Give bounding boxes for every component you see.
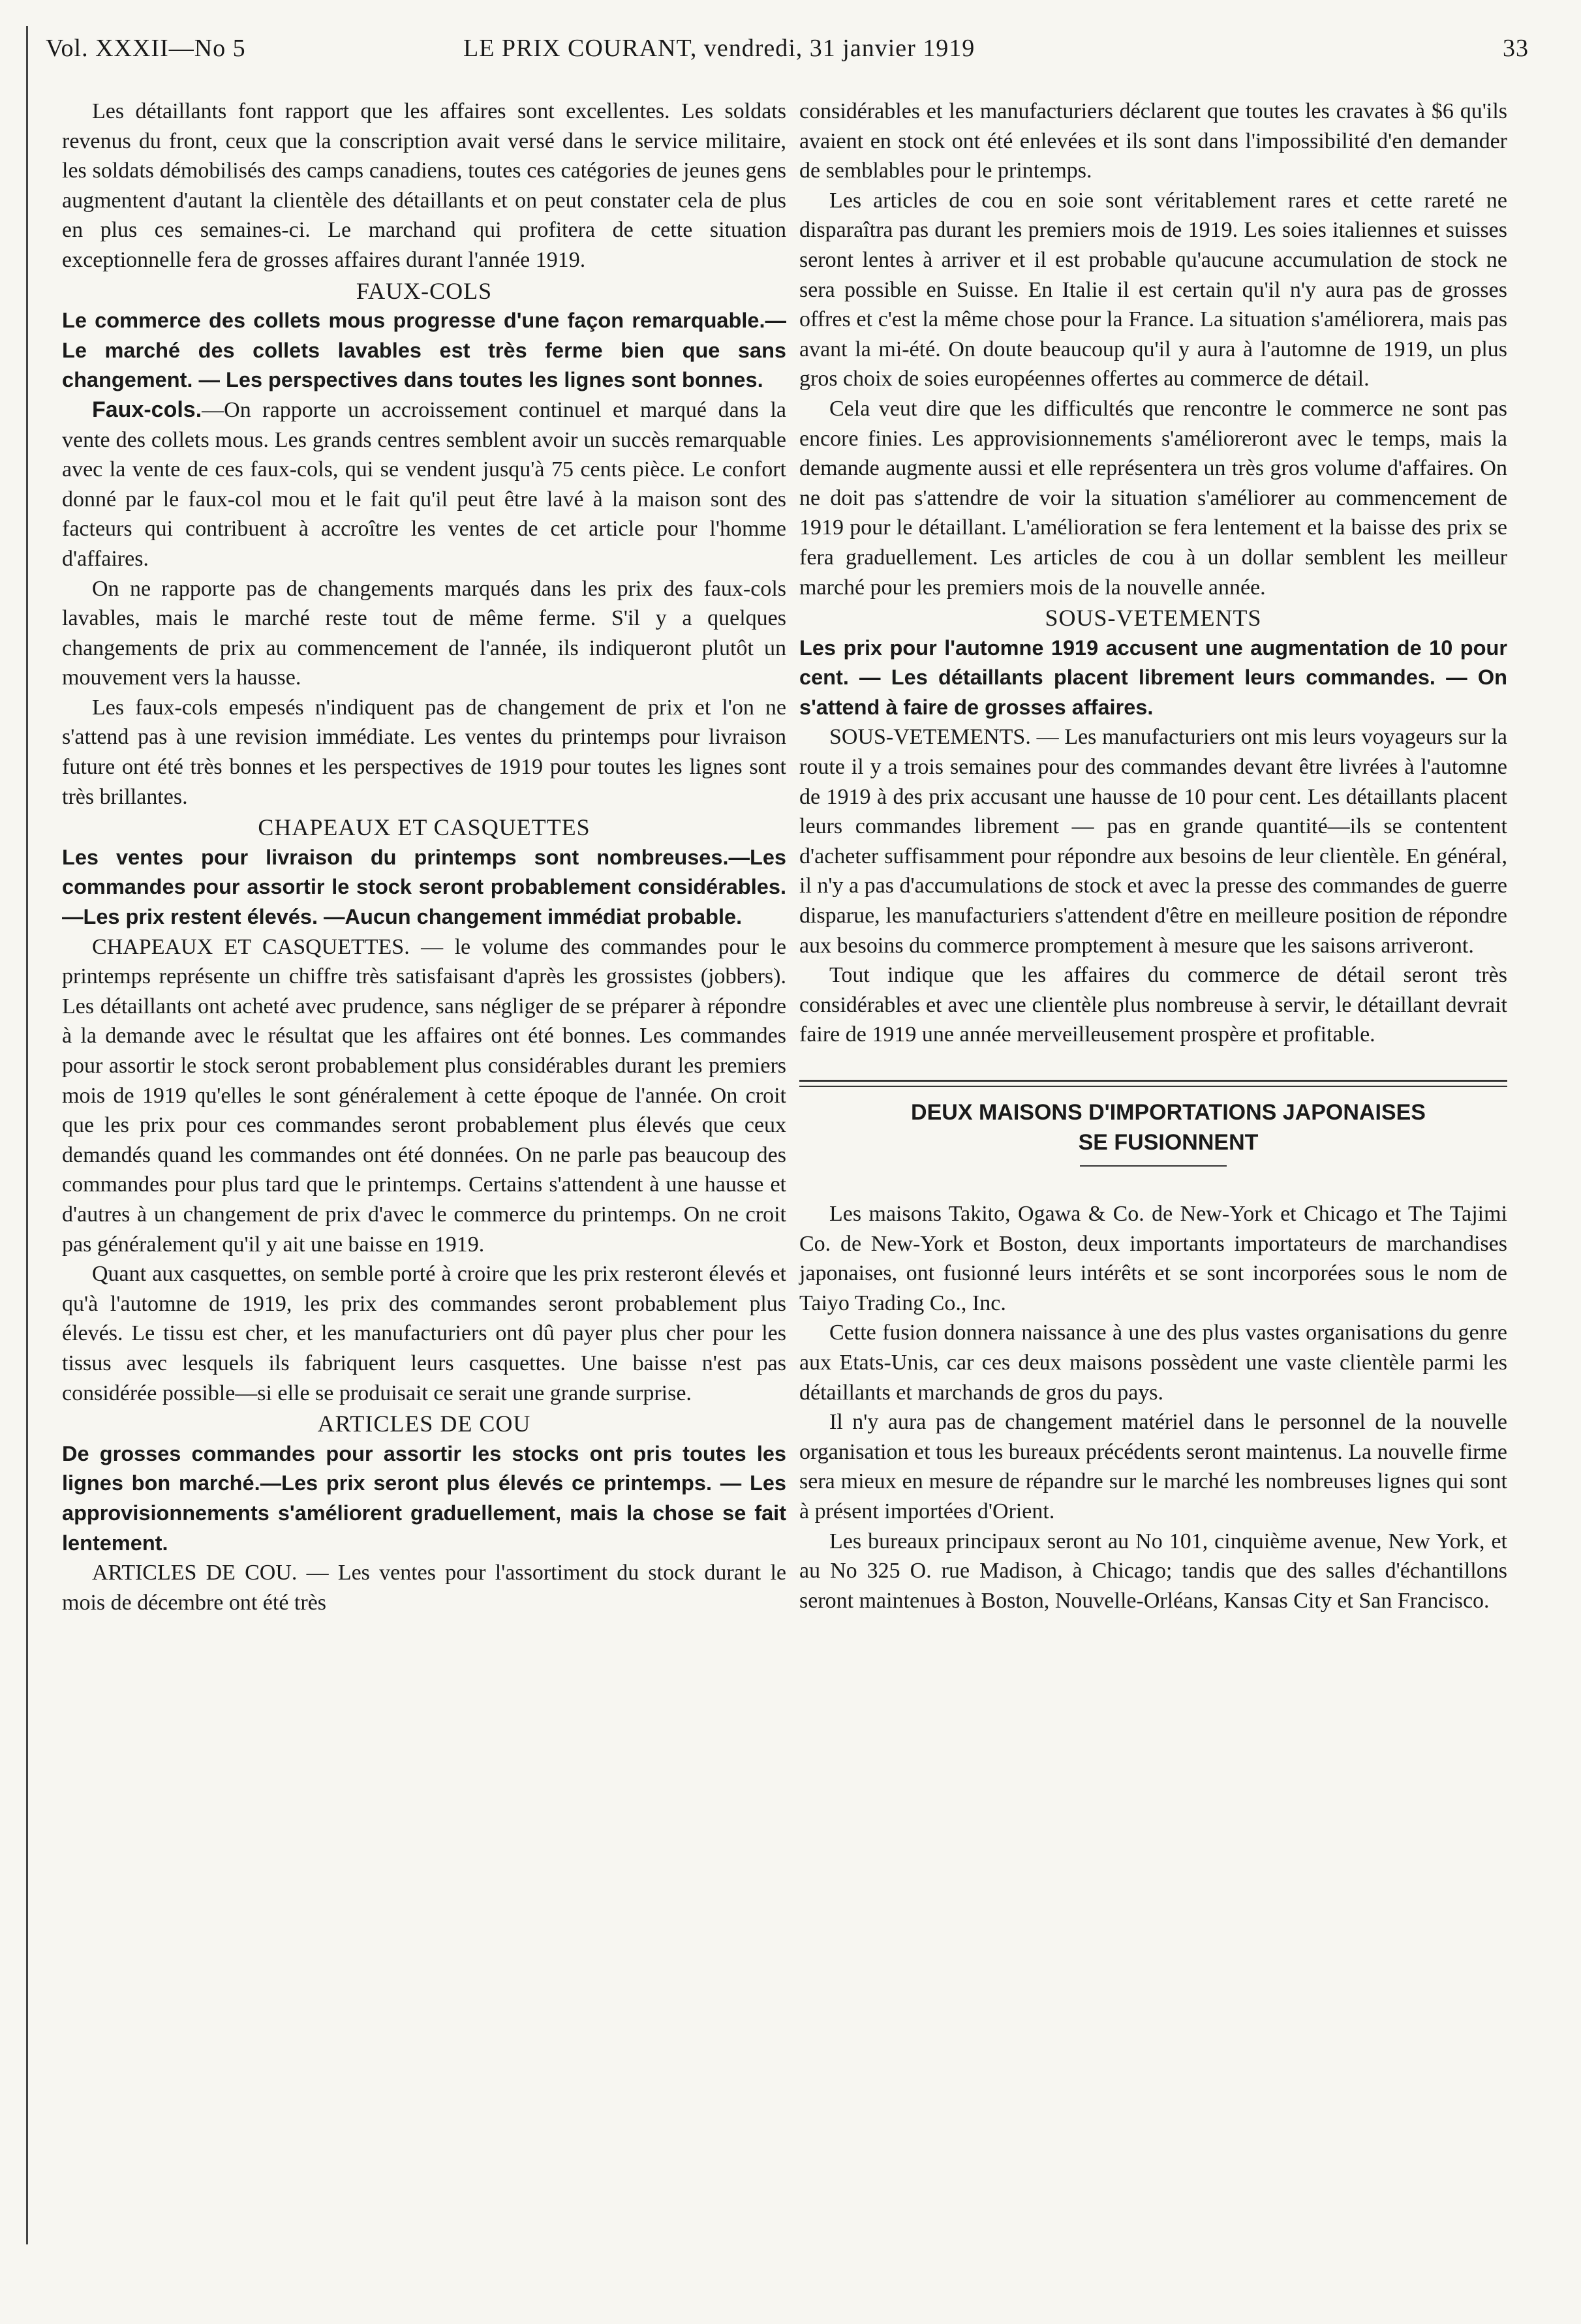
faux-cols-paragraph-2: On ne rapporte pas de changements marqués dans les prix des faux-cols lavables, mais le marché reste tout de même ferme. S'il y a quelques changements de prix au commencement de l'année, ils indiqueront plutôt un mouvement vers la hausse. — [62, 576, 786, 690]
summary-sous-vetements: Les prix pour l'automne 1919 accusent une augmentation de 10 pour cent. — Les détaillants placent librement leurs commandes. — On s'attend à faire de grosses affaires. — [799, 635, 1507, 719]
article-separator-rule — [799, 1080, 1507, 1087]
faux-cols-paragraph-1 — [62, 395, 786, 574]
articles-cou-continued-2: Les articles de cou en soie sont véritablement rares et cette rareté ne disparaîtra pas durant les premiers mois de 1919. Les soies italiennes et suisses seront lentes à arriver et il est probable qu'aucune accumulation de stock ne sera possible en Suisse. En Italie il est certain qu'il n'y aura pas de grosses offres et c'est la même chose pour la France. La situation s'améliorera, mais pas avant la mi-été. On doute beaucoup qu'il y aura à l'automne de 1919, un plus gros choix de soies européennes offertes au commerce de détail. — [799, 188, 1507, 391]
publication-title: LE PRIX COURANT, vendredi, 31 janvier 1919 — [463, 35, 975, 62]
running-header — [46, 34, 1529, 73]
page-edge-line — [26, 26, 28, 2244]
sous-vetements-paragraph-1: SOUS-VETEMENTS. — Les manufacturiers ont mis leurs voyageurs sur la route il y a trois semaines pour des commandes devant être livrées à l'automne de 1919 à des prix accusant une hausse de 10 pour cent. Les détaillants placent leurs commandes librement — pas en grande quantité—ils se contentent d'acheter suffisamment pour répondre aux besoins de leur clientèle. En général, il n'y a pas d'accumulations de stock et avec la presse des commandes de guerre disparue, les manufacturiers s'attendent d'être en meilleure position de répondre aux besoins du commerce promptement à mesure que les saisons arriveront. — [799, 725, 1507, 958]
japonaises-paragraph-3: Il n'y aura pas de changement matériel dans le personnel de la nouvelle organisation et tous les bureaux précédents seront maintenus. La nouvelle firme sera mieux en mesure de répandre sur le marché les nombreuses lignes qui sont à présent importées d'Orient. — [799, 1410, 1507, 1523]
japonaises-paragraph-4: Les bureaux principaux seront au No 101, cinquième avenue, New York, et au No 325 O. rue Madison, à Chicago; tandis que des salles d'échantillons seront maintenues à Boston, Nouvelle-Orléans, Kansas City et San Francisco. — [799, 1529, 1507, 1613]
summary-articles-cou: De grosses commandes pour assortir les stocks ont pris toutes les lignes bon marché.—Les prix seront plus élevés ce printemps. — Les approvisionnements s'améliorent graduellement, mais la chose se fait lentement. — [62, 1441, 786, 1555]
volume-number: Vol. XXXII—No 5 — [46, 35, 246, 62]
article-headline-line-2: SE FUSIONNENT — [1078, 1130, 1259, 1155]
section-title-chapeaux: CHAPEAUX ET CASQUETTES — [258, 814, 591, 841]
section-title-sous-vetements: SOUS-VETEMENTS — [1045, 605, 1262, 632]
section-title-faux-cols: FAUX-COLS — [356, 277, 493, 304]
chapeaux-paragraph-1: CHAPEAUX ET CASQUETTES. — le volume des commandes pour le printemps représente un chiffre très satisfaisant d'après les grossistes (jobbers). Les détaillants ont acheté avec prudence, sans négliger de se préparer à répondre à la demande avec le résultat que les affaires ont été bonnes. Les commandes pour assortir le stock seront probablement plus considérables durant les premiers mois de 1919 qu'elles le sont généralement à cette époque de l'année. On croit que les prix pour ces commandes seront probablement plus élevés que ceux demandés quand les commandes ont été données. On ne parle pas beaucoup des commandes pour plus tard que le printemps. Certains s'attendent à une hausse et d'autres à un changement de prix d'avec le commerce du printemps. On ne croit pas généralement qu'il y ait une baisse en 1919. — [62, 934, 786, 1257]
faux-cols-lead: Faux-cols. — [92, 397, 202, 422]
section-title-articles-cou: ARTICLES DE COU — [317, 1411, 531, 1437]
summary-chapeaux: Les ventes pour livraison du printemps sont nombreuses.—Les commandes pour assortir le stock seront probablement considérables.—Les prix restent élevés. —Aucun changement immédiat probable. — [62, 845, 786, 929]
japonaises-paragraph-2: Cette fusion donnera naissance à une des plus vastes organisations du genre aux Etats-Unis, car ces deux maisons possèdent une vaste clientèle parmi les détaillants et marchands de gros du pays. — [799, 1321, 1507, 1405]
left-column — [62, 97, 786, 1617]
summary-faux-cols: Le commerce des collets mous progresse d'une façon remarquable.—Le marché des collets lavables est très ferme bien que sans changement. — Les perspectives dans toutes les lignes sont bonnes. — [62, 309, 786, 392]
chapeaux-paragraph-2: Quant aux casquettes, on semble porté à croire que les prix resteront élevés et qu'à l'automne de 1919, les prix des commandes seront probablement plus élevés. Le tissu est cher, et les manufacturiers ont dû payer plus cher pour les tissus avec lesquels ils fabriquent leurs casquettes. Une baisse n'est pas considérée possible—si elle se produisait ce serait une grande surprise. — [62, 1262, 786, 1405]
right-column — [799, 97, 1507, 1615]
page-number: 33 — [1503, 35, 1529, 62]
japonaises-paragraph-1: Les maisons Takito, Ogawa & Co. de New-York et Chicago et The Tajimi Co. de New-York et Boston, deux importants importateurs de marchandises japonaises, ont fusionné leurs intérêts et se sont incorporées sous le nom de Taiyo Trading Co., Inc. — [799, 1202, 1507, 1315]
faux-cols-paragraph-1-text: —On rapporte un accroissement continuel et marqué dans la vente des collets mous. Les grands centres semblent avoir un succès remarquable avec la vente de ces faux-cols, qui se vendent jusqu'à 75 cents pièce. Le confort donné par le faux-col mou et le fait qu'il peut être lavé à la maison sont des facteurs qui contribuent à accroître les ventes de cet article pour l'homme d'affaires. — [62, 397, 786, 571]
articles-cou-continued-1: considérables et les manufacturiers déclarent que toutes les cravates à $6 qu'ils avaient en stock ont été enlevées et ils sont dans l'impossibilité d'en demander de semblables pour le printemps. — [799, 99, 1507, 183]
faux-cols-paragraph-3: Les faux-cols empesés n'indiquent pas de changement de prix et l'on ne s'attend pas à une revision immédiate. Les ventes du printemps pour livraison future ont été très bonnes et les perspectives de 1919 pour toutes les lignes sont très brillantes. — [62, 695, 786, 809]
articles-cou-continued-3: Cela veut dire que les difficultés que rencontre le commerce ne sont pas encore finies. Les approvisionnements s'amélioreront avec le temps, mais la demande augmente aussi et elle représentera un très gros volume d'affaires. On ne doit pas s'attendre de voir la situation s'améliorer au commencement de 1919 pour le détaillant. L'amélioration se fera lentement et la baisse des prix se fera graduellement. Les articles de cou à un dollar semblent les meilleur marché pour les premiers mois de la nouvelle année. — [799, 396, 1507, 600]
sous-vetements-paragraph-2: Tout indique que les affaires du commerce de détail seront très considérables et avec une clientèle plus nombreuse à servir, le détaillant devrait faire de 1919 une année merveilleusement prospère et profitable. — [799, 963, 1507, 1047]
articles-cou-paragraph-1: ARTICLES DE COU. — Les ventes pour l'assortiment du stock durant le mois de décembre ont été très — [62, 1561, 786, 1615]
article-headline-line-1: DEUX MAISONS D'IMPORTATIONS JAPONAISES — [911, 1100, 1426, 1125]
intro-paragraph: Les détaillants font rapport que les affaires sont excellentes. Les soldats revenus du front, ceux que la conscription avait versé dans le service militaire, les soldats démobilisés des camps canadiens, toutes ces catégories de jeunes gens augmentent d'autant la clientèle des détaillants et on peut constater cela de plus en plus ces semaines-ci. Le marchand qui profitera de cette situation exceptionnelle fera de grosses affaires durant l'année 1919. — [62, 99, 786, 272]
